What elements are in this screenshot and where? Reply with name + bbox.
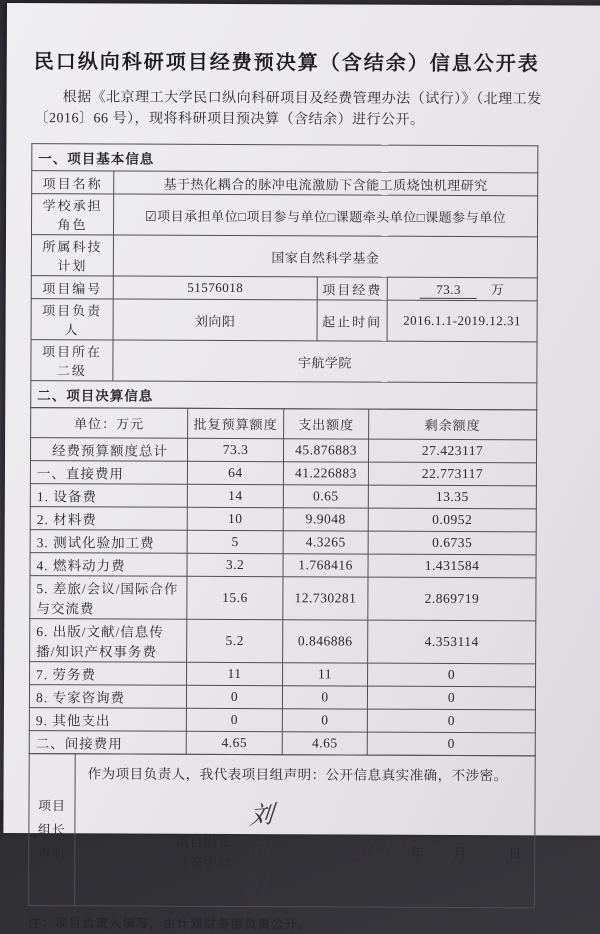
budget-approved: 14 xyxy=(187,484,283,507)
project-budget-amount: 73.3 xyxy=(420,282,477,299)
budget-row-fuel xyxy=(30,553,536,578)
budget-row-label: 5. 差旅/会议/国际合作与交流费 xyxy=(30,576,187,620)
period-value: 2016.1.1-2019.12.31 xyxy=(387,300,537,342)
footnote: 注：项目负责人填写，由计划财务部负责公开。 xyxy=(27,916,312,932)
day-char: 日 xyxy=(508,845,523,861)
basic-info-table xyxy=(30,143,538,410)
form-table xyxy=(28,143,537,908)
budget-remaining: 1.431584 xyxy=(368,554,536,578)
project-budget-label: 项目经费 xyxy=(317,277,387,300)
budget-col-spent: 支出额度 xyxy=(284,409,369,439)
budget-row-indirect xyxy=(29,731,535,756)
budget-spent: 9.9048 xyxy=(283,508,368,531)
date-day: 29 xyxy=(473,837,502,862)
budget-row-testing xyxy=(30,530,536,555)
budget-remaining: 0.0952 xyxy=(368,508,536,532)
budget-remaining: 2.869719 xyxy=(368,577,536,621)
budget-approved: 3.2 xyxy=(187,553,283,576)
declaration-label: 项目 组长 声明 xyxy=(29,754,76,906)
declaration-table xyxy=(28,753,536,908)
budget-row-label: 一、直接费用 xyxy=(30,461,187,485)
signature-line xyxy=(87,800,524,901)
budget-approved: 11 xyxy=(187,662,283,685)
department-value: 宇航学院 xyxy=(113,340,537,383)
budget-row-label: 2. 材料费 xyxy=(30,507,187,531)
budget-row-label: 9. 其他支出 xyxy=(29,708,186,732)
school-role-label: 学校承担角色 xyxy=(31,194,113,235)
year-char: 年 xyxy=(410,845,425,861)
budget-approved: 73.3 xyxy=(188,438,284,461)
section1-header-row xyxy=(32,144,538,173)
date-year: 2020 xyxy=(350,836,405,862)
budget-remaining: 0 xyxy=(368,663,536,687)
budget-spent: 4.65 xyxy=(282,732,367,755)
budget-row-label: 7. 劳务费 xyxy=(30,662,187,686)
program-label: 所属科技计划 xyxy=(31,235,113,276)
date-month: 6 xyxy=(430,837,447,861)
budget-remaining: 0 xyxy=(367,732,535,756)
handwritten-date xyxy=(346,836,524,862)
budget-row-materials xyxy=(30,507,536,532)
project-name-value: 基于热化耦合的脉冲电流激励下含能工质烧蚀机理研究 xyxy=(114,171,538,196)
budget-remaining: 27.423117 xyxy=(369,439,537,463)
budget-row-equipment xyxy=(30,484,536,509)
budget-approved: 4.65 xyxy=(186,731,282,754)
budget-approved: 0 xyxy=(186,708,282,731)
department-row xyxy=(31,340,537,383)
declaration-content xyxy=(75,754,536,908)
budget-row-publication xyxy=(30,619,536,664)
budget-row-consulting xyxy=(29,685,535,710)
budget-approved: 64 xyxy=(187,461,283,484)
budget-col-remaining: 剩余额度 xyxy=(369,409,537,440)
department-label: 项目所在二级 xyxy=(31,340,113,381)
budget-spent: 41.226883 xyxy=(283,462,368,485)
budget-row-other xyxy=(29,708,535,733)
project-name-label: 项目名称 xyxy=(32,171,114,194)
declaration-statement: 作为项目负责人，我代表项目组声明：公开信息真实准确，不涉密。 xyxy=(87,766,508,784)
period-label: 起止时间 xyxy=(317,300,387,341)
budget-spent: 0 xyxy=(282,709,367,732)
project-leader-label: 项目负责人 xyxy=(31,299,113,340)
budget-spent: 4.3265 xyxy=(283,531,368,554)
budget-remaining: 4.353114 xyxy=(368,620,536,664)
budget-row-travel xyxy=(30,576,536,621)
budget-spent: 1.768416 xyxy=(283,554,368,577)
program-row xyxy=(31,235,537,278)
budget-row-label: 经费预算额度总计 xyxy=(31,438,188,462)
budget-row-label: 二、间接费用 xyxy=(29,731,186,755)
school-role-row xyxy=(31,194,537,237)
budget-spent: 11 xyxy=(283,663,368,686)
budget-spent: 45.876883 xyxy=(284,439,369,462)
budget-approved: 10 xyxy=(187,507,283,530)
section2-header: 二、项目决算信息 xyxy=(31,381,537,410)
month-char: 月 xyxy=(453,845,468,861)
project-name-row xyxy=(32,171,538,196)
budget-row-labor xyxy=(30,662,536,687)
project-number-value: 51576018 xyxy=(113,276,317,300)
budget-approved: 5.2 xyxy=(187,619,283,662)
project-budget-value-cell xyxy=(387,277,537,301)
budget-spent: 0 xyxy=(282,686,367,709)
intro-paragraph: 根据《北京理工大学民口纵向科研项目及经费管理办法（试行）》（北理工发〔2016〕66 号），现将科研项目预决算（含结余）进行公开。 xyxy=(34,90,542,128)
budget-approved: 5 xyxy=(187,530,283,553)
budget-remaining: 0.6735 xyxy=(368,531,536,555)
budget-spent: 12.730281 xyxy=(283,577,368,620)
budget-row-label: 4. 燃料动力费 xyxy=(30,553,187,577)
budget-remaining: 13.35 xyxy=(368,485,536,509)
section2-header-row xyxy=(31,381,537,410)
program-value: 国家自然科学基金 xyxy=(113,235,537,278)
budget-table xyxy=(29,407,538,756)
budget-spent: 0.846886 xyxy=(283,620,368,663)
signature-label: 项目组长（签字）： xyxy=(175,834,239,870)
project-leader-value: 刘向阳 xyxy=(113,299,317,341)
budget-row-label: 8. 专家咨询费 xyxy=(29,685,186,709)
budget-header-row xyxy=(31,408,537,440)
budget-row-direct xyxy=(30,461,536,486)
budget-col-approved: 批复预算额度 xyxy=(188,408,284,438)
budget-spent: 0.65 xyxy=(283,485,368,508)
budget-approved: 0 xyxy=(186,685,282,708)
budget-row-total xyxy=(31,438,537,463)
declaration-row xyxy=(29,754,536,908)
budget-remaining: 0 xyxy=(367,709,535,733)
budget-remaining: 22.773117 xyxy=(368,462,536,486)
school-role-checkboxes: ☑项目承担单位□项目参与单位□课题牵头单位□课题参与单位 xyxy=(113,194,537,237)
budget-col-unit: 单位：万元 xyxy=(31,408,188,439)
budget-approved: 15.6 xyxy=(187,576,283,619)
project-leader-row xyxy=(31,299,537,342)
section1-header: 一、项目基本信息 xyxy=(32,144,538,173)
page-title: 民口纵向科研项目经费预决算（含结余）信息公开表 xyxy=(33,51,540,76)
paper-document xyxy=(3,3,600,932)
project-number-label: 项目编号 xyxy=(31,276,113,299)
budget-remaining: 0 xyxy=(367,686,535,710)
budget-row-label: 6. 出版/文献/信息传播/知识产权事务费 xyxy=(30,619,187,663)
project-number-row xyxy=(31,276,537,301)
project-budget-unit: 万 xyxy=(490,282,505,298)
handwritten-signature: 刘向阳 xyxy=(241,800,273,902)
budget-row-label: 1. 设备费 xyxy=(30,484,187,508)
budget-row-label: 3. 测试化验加工费 xyxy=(30,530,187,554)
